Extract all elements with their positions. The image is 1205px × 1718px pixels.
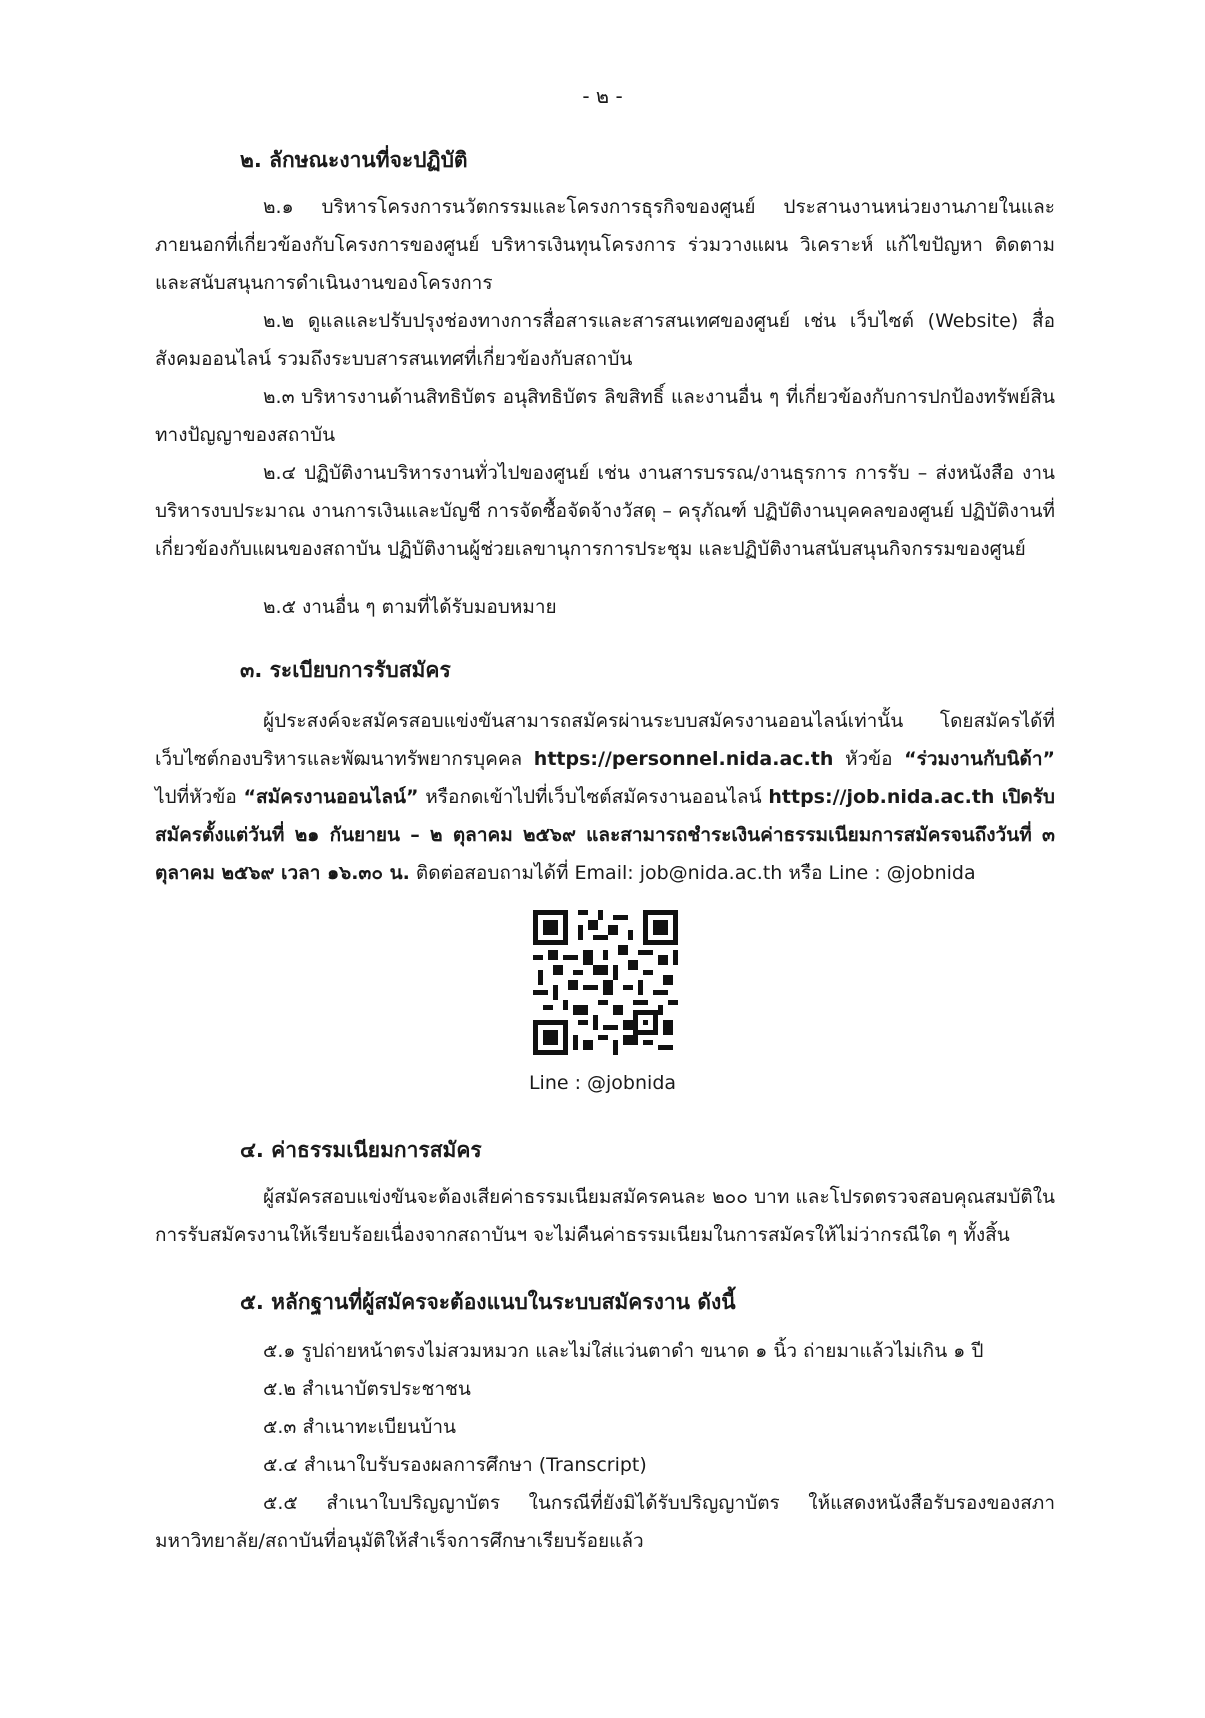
section-4-paragraph: ผู้สมัครสอบแข่งขันจะต้องเสียค่าธรรมเนียมสมัครคนละ ๒๐๐ บาท และโปรดตรวจสอบคุณสมบัติในการรับสมัครงานให้เรียบร้อยเนื่องจากสถาบันฯ จะไม่คืนค่าธรรมเนียมในการสมัครให้ไม่ว่ากรณีใด ๆ ทั้งสิ้น [155,1186,1055,1246]
section-2-heading: ๒. ลักษณะงานที่จะปฏิบัติ [240,148,468,172]
item-2-5: ๒.๕ งานอื่น ๆ ตามที่ได้รับมอบหมาย [263,596,557,618]
personnel-url[interactable]: https://personnel.nida.ac.th [533,748,834,770]
section-3-heading: ๓. ระเบียบการรับสมัคร [240,658,451,682]
item-5-3: ๕.๓ สำเนาทะเบียนบ้าน [263,1416,456,1438]
item-5-2: ๕.๒ สำเนาบัตรประชาชน [263,1378,471,1400]
qr-code-icon[interactable] [533,910,678,1055]
item-2-3: ๒.๓ บริหารงานด้านสิทธิบัตร อนุสิทธิบัตร ลิขสิทธิ์ และงานอื่น ๆ ที่เกี่ยวข้องกับการปกป้องทรัพย์สินทางปัญญาของสถาบัน [155,386,1055,446]
section-3-paragraph: ผู้ประสงค์จะสมัครสอบแข่งขันสามารถสมัครผ่านระบบสมัครงานออนไลน์เท่านั้น โดยสมัครได้ที่เว็บไซต์กองบริหารและพัฒนาทรัพยากรบุคคล https://personnel.nida.ac.th หัวข้อ “ร่วมงานกับนิด้า” ไปที่หัวข้อ “สมัครงานออนไลน์” หรือกดเข้าไปที่เว็บไซต์สมัครงานออนไลน์ https://job.nida.ac.th เปิดรับสมัครตั้งแต่วันที่ ๒๑ กันยายน – ๒ ตุลาคม ๒๕๖๙ และสามารถชำระเงินค่าธรรมเนียมการสมัครจนถึงวันที่ ๓ ตุลาคม ๒๕๖๙ เวลา ๑๖.๓๐ น. ติดต่อสอบถามได้ที่ Email: job@nida.ac.th หรือ Line : @jobnida [155,710,1055,884]
item-5-5: ๕.๕ สำเนาใบปริญญาบัตร ในกรณีที่ยังมิได้รับปริญญาบัตร ให้แสดงหนังสือรับรองของสภามหาวิทยาลัย/สถาบันที่อนุมัติให้สำเร็จการศึกษาเรียบร้อยแล้ว [155,1492,1055,1552]
link-join-nida[interactable]: “ร่วมงานกับนิด้า” [904,748,1055,770]
section-5-heading: ๕. หลักฐานที่ผู้สมัครจะต้องแนบในระบบสมัครงาน ดังนี้ [240,1290,736,1314]
qr-caption: Line : @jobnida [528,1072,677,1094]
item-5-1: ๕.๑ รูปถ่ายหน้าตรงไม่สวมหมวก และไม่ใส่แว่นตาดำ ขนาด ๑ นิ้ว ถ่ายมาแล้วไม่เกิน ๑ ปี [263,1340,984,1362]
item-5-4: ๕.๔ สำเนาใบรับรองผลการศึกษา (Transcript) [263,1454,647,1476]
item-2-4: ๒.๔ ปฏิบัติงานบริหารงานทั่วไปของศูนย์ เช่น งานสารบรรณ/งานธุรการ การรับ – ส่งหนังสือ งานบริหารงบประมาณ งานการเงินและบัญชี การจัดซื้อจัดจ้างวัสดุ – ครุภัณฑ์ ปฏิบัติงานบุคคลของศูนย์ ปฏิบัติงานที่เกี่ยวข้องกับแผนของสถาบัน ปฏิบัติงานผู้ช่วยเลขานุการการประชุม และปฏิบัติงานสนับสนุนกิจกรรมของศูนย์ [155,462,1055,560]
page-number: - ๒ - [582,84,623,108]
job-url[interactable]: https://job.nida.ac.th [768,786,995,808]
link-online-application[interactable]: “สมัครงานออนไลน์” [243,786,419,808]
item-2-2: ๒.๒ ดูแลและปรับปรุงช่องทางการสื่อสารและสารสนเทศของศูนย์ เช่น เว็บไซต์ (Website) สื่อสังคมออนไลน์ รวมถึงระบบสารสนเทศที่เกี่ยวข้องกับสถาบัน [155,310,1055,370]
section-4-heading: ๔. ค่าธรรมเนียมการสมัคร [240,1138,482,1162]
item-2-1: ๒.๑ บริหารโครงการนวัตกรรมและโครงการธุรกิจของศูนย์ ประสานงานหน่วยงานภายในและภายนอกที่เกี่ยวข้องกับโครงการของศูนย์ บริหารเงินทุนโครงการ ร่วมวางแผน วิเคราะห์ แก้ไขปัญหา ติดตาม และสนับสนุนการดำเนินงานของโครงการ [155,196,1055,294]
application-period: เปิดรับสมัครตั้งแต่วันที่ ๒๑ กันยายน – ๒ ตุลาคม ๒๕๖๙ และสามารถชำระเงินค่าธรรมเนียมการสมัครจนถึงวันที่ ๓ ตุลาคม ๒๕๖๙ เวลา ๑๖.๓๐ น. [155,786,1055,884]
